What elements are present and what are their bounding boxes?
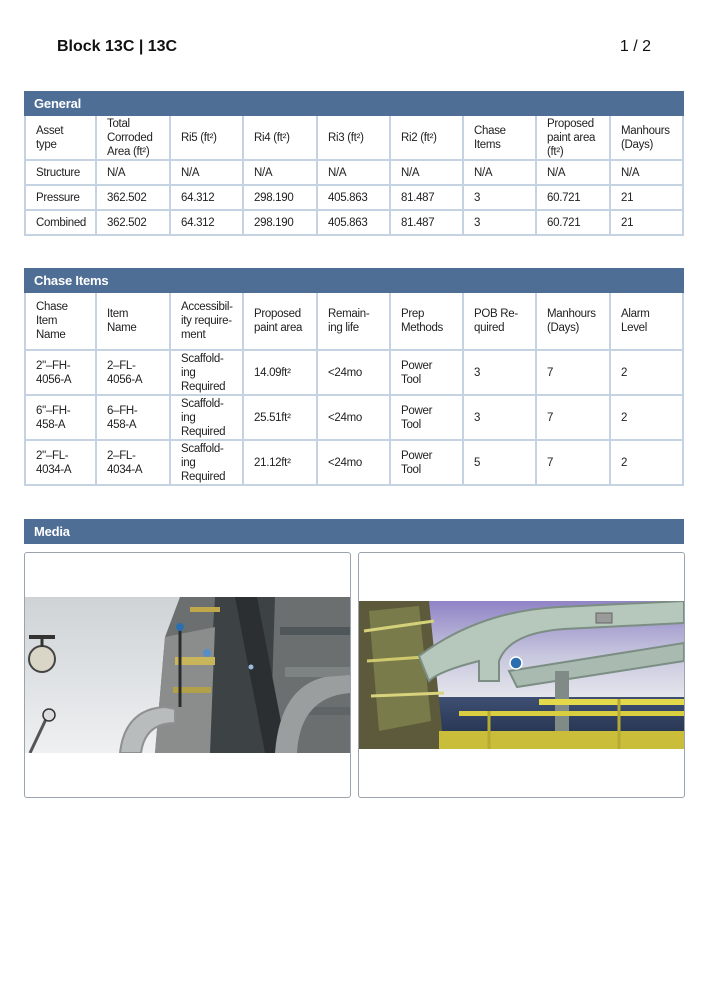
table-cell: Power Tool — [391, 396, 464, 441]
table-cell: 362.502 — [97, 186, 171, 211]
table-cell: 14.09ft² — [244, 351, 318, 396]
table-row — [24, 441, 684, 486]
table-cell: N/A — [171, 161, 244, 186]
table-row — [24, 396, 684, 441]
table-cell: 3 — [464, 351, 537, 396]
column-header: Accessibil-ity require-ment — [171, 293, 244, 351]
media-card[interactable] — [358, 552, 685, 798]
table-cell: 2–FL-4034-A — [97, 441, 171, 486]
column-header: Proposed paint area (ft²) — [537, 116, 611, 161]
table-cell: 60.721 — [537, 186, 611, 211]
general-header-row — [24, 116, 684, 161]
table-cell: 2"–FL-4034-A — [24, 441, 97, 486]
column-header: Prep Methods — [391, 293, 464, 351]
table-cell: 2 — [611, 351, 684, 396]
column-header: Ri4 (ft²) — [244, 116, 318, 161]
table-cell: Scaffold-ing Required — [171, 396, 244, 441]
table-cell: N/A — [244, 161, 318, 186]
general-table — [24, 116, 684, 236]
media-photo-platform-structure[interactable] — [25, 597, 350, 753]
table-cell: 21.12ft² — [244, 441, 318, 486]
chase-items-section-header: Chase Items — [24, 268, 684, 293]
table-cell: Scaffold-ing Required — [171, 351, 244, 396]
table-cell: Scaffold-ing Required — [171, 441, 244, 486]
table-cell: 64.312 — [171, 211, 244, 236]
table-cell: 64.312 — [171, 186, 244, 211]
page-number: 1 / 2 — [619, 38, 651, 55]
column-header: Manhours (Days) — [611, 116, 684, 161]
table-cell: <24mo — [318, 441, 391, 486]
column-header: Ri3 (ft²) — [318, 116, 391, 161]
table-cell: 6–FH-458-A — [97, 396, 171, 441]
table-cell: Combined — [24, 211, 97, 236]
table-cell: N/A — [391, 161, 464, 186]
table-cell: 2"–FH-4056-A — [24, 351, 97, 396]
table-cell: 7 — [537, 351, 611, 396]
table-cell: 7 — [537, 396, 611, 441]
media-card[interactable] — [24, 552, 351, 798]
table-cell: 60.721 — [537, 211, 611, 236]
column-header: Asset type — [24, 116, 97, 161]
table-cell: 81.487 — [391, 186, 464, 211]
table-cell: Power Tool — [391, 351, 464, 396]
table-cell: 298.190 — [244, 211, 318, 236]
general-section — [24, 91, 684, 236]
table-row — [24, 161, 684, 186]
table-cell: 298.190 — [244, 186, 318, 211]
column-header: Ri5 (ft²) — [171, 116, 244, 161]
table-cell: 3 — [464, 396, 537, 441]
column-header: Item Name — [97, 293, 171, 351]
table-cell: 25.51ft² — [244, 396, 318, 441]
table-cell: Structure — [24, 161, 97, 186]
column-header: Manhours (Days) — [537, 293, 611, 351]
table-cell: Power Tool — [391, 441, 464, 486]
table-cell: <24mo — [318, 396, 391, 441]
table-cell: 2 — [611, 396, 684, 441]
table-cell: 3 — [464, 211, 537, 236]
table-cell: 2–FL-4056-A — [97, 351, 171, 396]
media-section-header: Media — [24, 519, 684, 544]
table-cell: N/A — [611, 161, 684, 186]
table-row — [24, 186, 684, 211]
column-header: Proposed paint area — [244, 293, 318, 351]
table-cell: 405.863 — [318, 211, 391, 236]
column-header: POB Re-quired — [464, 293, 537, 351]
table-cell: 81.487 — [391, 211, 464, 236]
table-cell: 7 — [537, 441, 611, 486]
table-cell: Pressure — [24, 186, 97, 211]
table-row — [24, 211, 684, 236]
column-header: Remain-ing life — [318, 293, 391, 351]
chase-items-section — [24, 268, 684, 486]
column-header: Chase Item Name — [24, 293, 97, 351]
table-cell: <24mo — [318, 351, 391, 396]
column-header: Chase Items — [464, 116, 537, 161]
chase-header-row — [24, 293, 684, 351]
column-header: Total Corroded Area (ft²) — [97, 116, 171, 161]
page-title: Block 13C | 13C — [57, 38, 178, 55]
general-section-header: General — [24, 91, 684, 116]
table-cell: 405.863 — [318, 186, 391, 211]
table-cell: 2 — [611, 441, 684, 486]
media-section — [24, 519, 684, 544]
table-cell: 21 — [611, 186, 684, 211]
table-cell: N/A — [318, 161, 391, 186]
table-cell: 3 — [464, 186, 537, 211]
table-cell: N/A — [97, 161, 171, 186]
table-cell: N/A — [537, 161, 611, 186]
media-photo-pipes-sea[interactable] — [359, 601, 684, 749]
table-cell: N/A — [464, 161, 537, 186]
table-cell: 362.502 — [97, 211, 171, 236]
table-cell: 5 — [464, 441, 537, 486]
column-header: Alarm Level — [611, 293, 684, 351]
table-cell: 21 — [611, 211, 684, 236]
chase-items-table — [24, 293, 684, 486]
column-header: Ri2 (ft²) — [391, 116, 464, 161]
table-cell: 6"–FH-458-A — [24, 396, 97, 441]
table-row — [24, 351, 684, 396]
